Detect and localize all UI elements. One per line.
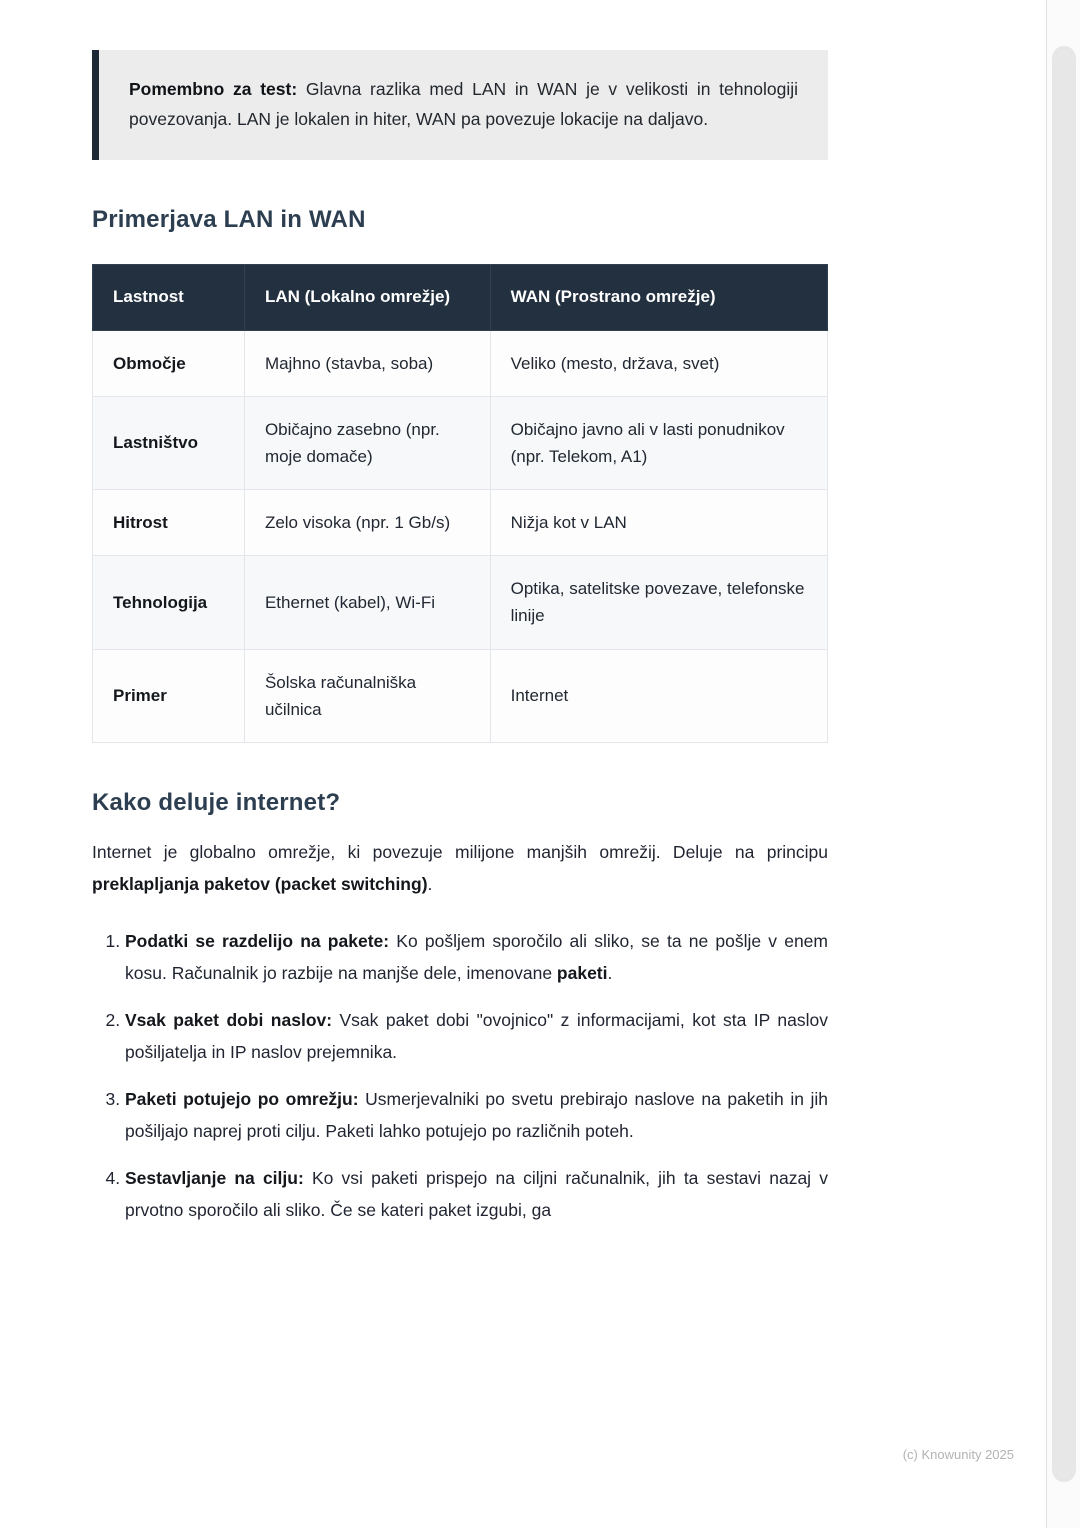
comparison-table-body [93, 330, 828, 743]
list-item-text: Usmerjevalniki po svetu prebirajo naslove na paketih in jih pošiljajo naprej proti cilju. Paketi lahko potujejo po različnih poteh. [125, 1089, 829, 1141]
list-item-lead: Sestavljanje na cilju: [125, 1168, 304, 1189]
scrollbar[interactable] [1046, 0, 1080, 1528]
list-item-text: Ko pošljem sporočilo ali sliko, se ta ne pošlje v enem kosu. Računalnik jo razbije na manjše dele, imenovane [125, 931, 828, 983]
list-item-lead: Podatki se razdelijo na pakete: [125, 931, 390, 952]
table-row [93, 649, 828, 742]
table-header-row [93, 265, 828, 330]
cell-lan: Ethernet (kabel), Wi-Fi [244, 556, 490, 649]
document-content [92, 50, 828, 1242]
list-item-lead: Vsak paket dobi naslov: [125, 1010, 333, 1031]
cell-lan: Majhno (stavba, soba) [244, 330, 490, 396]
list-item-bold: paketi [556, 962, 608, 983]
list-item-end: . [607, 962, 613, 983]
list-item [125, 1084, 828, 1147]
row-label: Hitrost [93, 490, 245, 556]
cell-wan: Običajno javno ali v lasti ponudnikov (npr. Telekom, A1) [490, 396, 827, 489]
list-item-text: Ko vsi paketi prispejo na ciljni računalnik, jih ta sestavi nazaj v prvotno sporočilo ali sliko. Če se kateri paket izgubi, ga [125, 1168, 829, 1220]
intro-end: . [427, 873, 433, 894]
callout-important [92, 50, 828, 160]
table-row [93, 330, 828, 396]
cell-lan: Zelo visoka (npr. 1 Gb/s) [244, 490, 490, 556]
intro-text: Internet je globalno omrežje, ki povezuje milijone manjših omrežij. Deluje na principu [92, 842, 828, 863]
callout-body: Glavna razlika med LAN in WAN je v velikosti in tehnologiji povezovanja. LAN je lokalen in hiter, WAN pa povezuje lokacije na daljavo. [129, 79, 798, 130]
row-label: Območje [93, 330, 245, 396]
comparison-table-head [93, 265, 828, 330]
comparison-table [92, 264, 828, 743]
table-row [93, 396, 828, 489]
scrollbar-thumb[interactable] [1052, 46, 1076, 1482]
list-item [125, 1163, 828, 1226]
cell-wan: Veliko (mesto, država, svet) [490, 330, 827, 396]
cell-lan: Običajno zasebno (npr. moje domače) [244, 396, 490, 489]
callout-text [129, 74, 798, 134]
internet-intro [92, 837, 828, 900]
table-row [93, 490, 828, 556]
cell-wan: Nižja kot v LAN [490, 490, 827, 556]
table-header-lastnost: Lastnost [93, 265, 245, 330]
cell-wan: Internet [490, 649, 827, 742]
section-title-comparison: Primerjava LAN in WAN [92, 206, 366, 234]
table-row [93, 556, 828, 649]
cell-wan: Optika, satelitske povezave, telefonske linije [490, 556, 827, 649]
list-item [125, 926, 828, 989]
row-label: Tehnologija [93, 556, 245, 649]
callout-lead: Pomembno za test: [129, 79, 298, 99]
table-header-lan: LAN (Lokalno omrežje) [244, 265, 490, 330]
list-item-lead: Paketi potujejo po omrežju: [125, 1089, 359, 1110]
section-title-internet: Kako deluje internet? [92, 789, 341, 817]
watermark: (c) Knowunity 2025 [902, 1447, 1014, 1462]
table-header-wan: WAN (Prostrano omrežje) [490, 265, 827, 330]
row-label: Primer [93, 649, 245, 742]
internet-steps-list [92, 926, 828, 1226]
list-item [125, 1005, 828, 1068]
list-item-text: Vsak paket dobi "ovojnico" z informacijami, kot sta IP naslov pošiljatelja in IP naslov prejemnika. [125, 1010, 828, 1062]
intro-bold: preklapljanja paketov (packet switching) [92, 873, 428, 894]
cell-lan: Šolska računalniška učilnica [244, 649, 490, 742]
row-label: Lastništvo [93, 396, 245, 489]
